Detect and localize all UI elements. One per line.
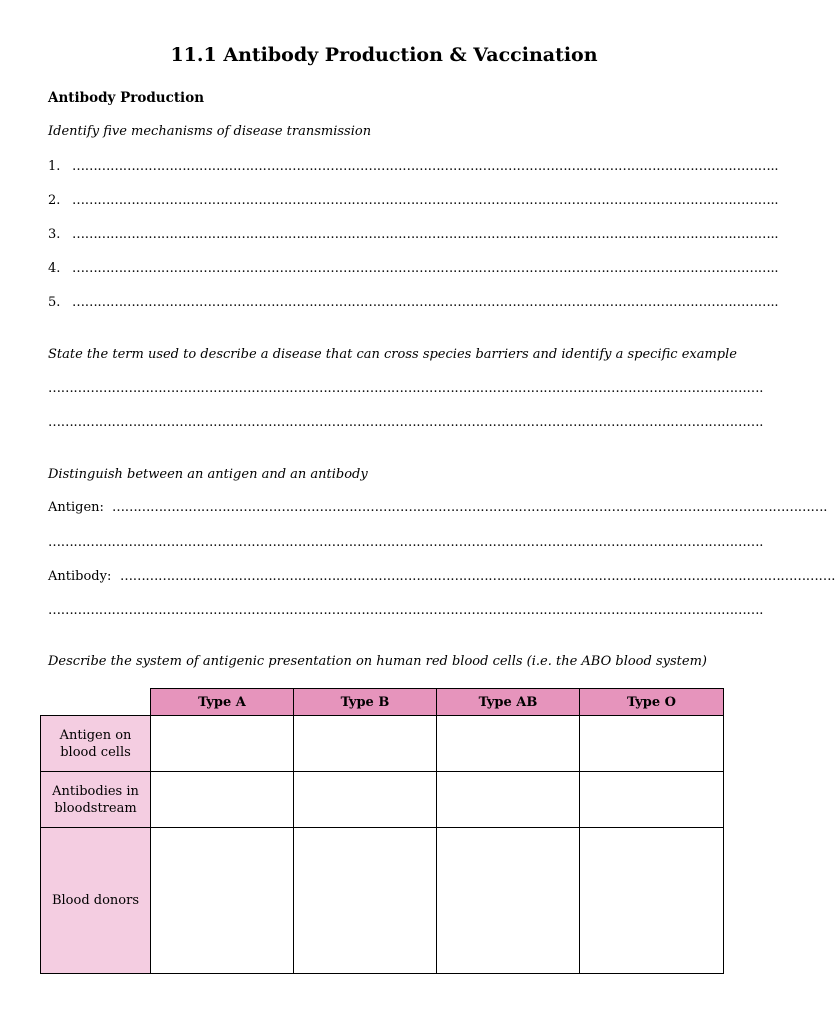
table-cell-antibodies-type-a[interactable] <box>151 772 294 828</box>
answer-line-2[interactable]: ………………………………………………………………………………………………………………………………………………….. <box>72 193 779 208</box>
answer-line-antigen[interactable]: ……………………………………………………………………………………………………………………………………………………. <box>112 500 828 515</box>
row-label-line: blood cells <box>60 744 131 760</box>
item-number-5: 5. <box>48 295 61 310</box>
table-corner <box>41 689 151 716</box>
table-cell-donors-type-b[interactable] <box>294 828 437 974</box>
row-label-line: Blood donors <box>51 893 140 908</box>
table-header-row <box>41 689 724 716</box>
answer-line-4[interactable]: ………………………………………………………………………………………………………………………………………………….. <box>72 261 779 276</box>
column-header-type-o: Type O <box>580 689 724 716</box>
antibody-label: Antibody: <box>48 569 112 584</box>
answer-line-antibody-2[interactable]: ……………………………………………………………………………………………………………………………………………………. <box>48 603 764 618</box>
row-label-antibodies <box>41 772 151 828</box>
table-cell-donors-type-ab[interactable] <box>437 828 580 974</box>
item-number-2: 2. <box>48 193 61 208</box>
row-label-antigen <box>41 716 151 772</box>
table-cell-donors-type-o[interactable] <box>580 828 724 974</box>
question-abo-system: Describe the system of antigenic presentation on human red blood cells (i.e. the ABO blood system) <box>48 654 707 669</box>
antigen-label: Antigen: <box>48 500 104 515</box>
answer-line-5[interactable]: ………………………………………………………………………………………………………………………………………………….. <box>72 295 779 310</box>
table-cell-antibodies-type-b[interactable] <box>294 772 437 828</box>
question-transmission: Identify five mechanisms of disease transmission <box>48 124 372 139</box>
answer-line-antibody[interactable]: ……………………………………………………………………………………………………………………………………………………. <box>120 569 835 584</box>
row-label-line: Antigen on <box>59 727 132 743</box>
table-cell-donors-type-a[interactable] <box>151 828 294 974</box>
table-row <box>41 716 724 772</box>
column-header-type-a: Type A <box>151 689 294 716</box>
item-number-1: 1. <box>48 159 61 174</box>
row-label-donors <box>41 828 151 974</box>
table-row <box>41 772 724 828</box>
row-label-line: bloodstream <box>54 800 137 816</box>
column-header-type-ab: Type AB <box>437 689 580 716</box>
item-number-3: 3. <box>48 227 61 242</box>
column-header-type-b: Type B <box>294 689 437 716</box>
abo-blood-table <box>40 688 724 974</box>
answer-line-1[interactable]: ………………………………………………………………………………………………………………………………………………….. <box>72 159 779 174</box>
page-title: 11.1 Antibody Production & Vaccination <box>170 44 598 66</box>
table-cell-antigen-type-a[interactable] <box>151 716 294 772</box>
table-cell-antigen-type-b[interactable] <box>294 716 437 772</box>
table-cell-antibodies-type-ab[interactable] <box>437 772 580 828</box>
section-heading: Antibody Production <box>48 90 205 106</box>
table-cell-antibodies-type-o[interactable] <box>580 772 724 828</box>
table-cell-antigen-type-ab[interactable] <box>437 716 580 772</box>
item-number-4: 4. <box>48 261 61 276</box>
answer-line-zoonosis-2[interactable]: ……………………………………………………………………………………………………………………………………………………. <box>48 415 764 430</box>
answer-line-zoonosis-1[interactable]: ……………………………………………………………………………………………………………………………………………………. <box>48 381 764 396</box>
row-label-line: Antibodies in <box>52 783 139 799</box>
question-antigen-antibody: Distinguish between an antigen and an antibody <box>48 467 368 482</box>
answer-line-antigen-2[interactable]: ……………………………………………………………………………………………………………………………………………………. <box>48 535 764 550</box>
answer-line-3[interactable]: ………………………………………………………………………………………………………………………………………………….. <box>72 227 779 242</box>
table-cell-antigen-type-o[interactable] <box>580 716 724 772</box>
table-row <box>41 828 724 974</box>
question-zoonosis: State the term used to describe a disease that can cross species barriers and identify a specific example <box>48 347 737 362</box>
